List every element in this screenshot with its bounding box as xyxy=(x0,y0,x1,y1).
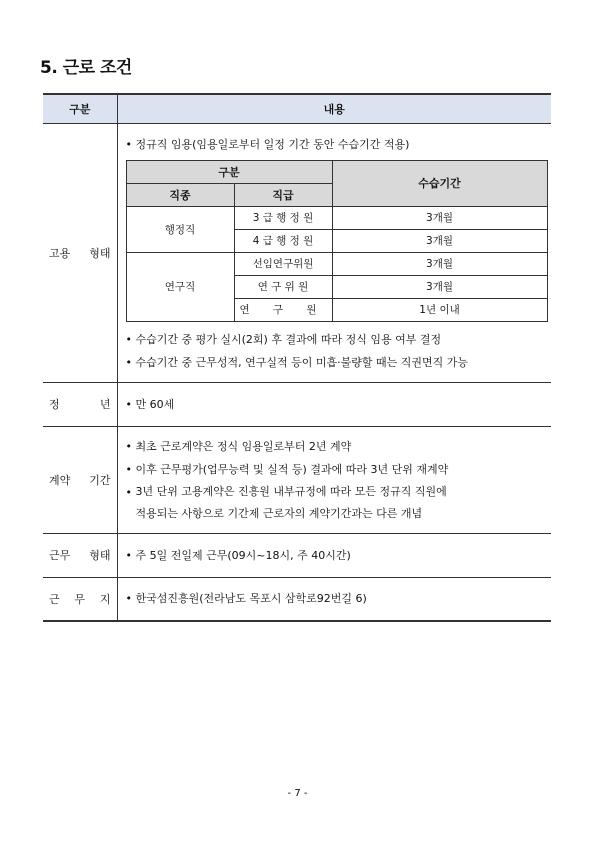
period-cell: 3개월 xyxy=(332,206,547,229)
section-title: 5. 근로 조건 xyxy=(40,58,132,78)
label-contract-period: 계약 기간 xyxy=(49,473,111,487)
working-conditions-table xyxy=(43,93,551,622)
job-type-header: 직종 xyxy=(126,183,234,206)
row-employment-type xyxy=(43,123,551,382)
period-cell: 3개월 xyxy=(332,252,547,275)
workplace-bullet-1: • 한국섬진흥원(전라남도 목포시 삼학로92번길 6) xyxy=(126,587,552,610)
job-type-research: 연구직 xyxy=(126,252,234,321)
grade-cell: 연 구 위 원 xyxy=(234,275,332,298)
period-cell: 1년 이내 xyxy=(332,298,547,321)
employment-bullets xyxy=(126,133,552,156)
employment-bullet-3: • 수습기간 중 근무성적, 연구실적 등이 미흡·불량할 때는 직권면직 가능 xyxy=(126,351,552,374)
label-retirement: 정 년 xyxy=(49,398,111,411)
label-work-type: 근무 형태 xyxy=(49,549,111,562)
table-row xyxy=(126,206,547,229)
table-row xyxy=(126,252,547,275)
grade-cell: 4 급 행 정 원 xyxy=(234,229,332,252)
retirement-bullet-1: • 만 60세 xyxy=(126,393,552,416)
label-employment-type: 고용 형태 xyxy=(49,246,111,260)
row-workplace xyxy=(43,577,551,621)
employment-bullet-1: • 정규직 임용(임용일로부터 일정 기간 동안 수습기간 적용) xyxy=(126,133,552,156)
probation-table xyxy=(126,160,548,322)
grade-cell: 3 급 행 정 원 xyxy=(234,206,332,229)
grade-cell: 선임연구위원 xyxy=(234,252,332,275)
grade-cell: 연 구 원 xyxy=(234,298,332,321)
label-workplace: 근 무 지 xyxy=(49,592,111,606)
job-type-admin: 행정직 xyxy=(126,206,234,252)
contract-bullet-2: • 이후 근무평가(업무능력 및 실적 등) 결과에 따라 3년 단위 재계약 xyxy=(126,458,552,481)
row-work-type xyxy=(43,533,551,577)
grade-header: 직급 xyxy=(234,183,332,206)
row-contract-period xyxy=(43,426,551,533)
contract-bullet-3-line-2: 적용되는 사항으로 기간제 근로자의 계약기간과는 다른 개념 xyxy=(135,506,423,520)
probation-group-header: 구분 xyxy=(126,160,332,183)
period-cell: 3개월 xyxy=(332,275,547,298)
contract-bullet-3 xyxy=(126,481,552,525)
period-cell: 3개월 xyxy=(332,229,547,252)
work-type-bullet-1: • 주 5일 전일제 근무(09시~18시, 주 40시간) xyxy=(126,544,552,567)
table-header-row xyxy=(43,94,551,123)
page-number: - 7 - xyxy=(287,788,308,799)
contract-bullet-1: • 최초 근로계약은 정식 임용일로부터 2년 계약 xyxy=(126,435,552,458)
employment-bullet-2: • 수습기간 중 평가 실시(2회) 후 결과에 따라 정식 임용 여부 결정 xyxy=(126,328,552,351)
row-retirement xyxy=(43,382,551,426)
contract-bullet-3-line-1: • 3년 단위 고용계약은 진흥원 내부규정에 따라 모든 정규직 직원에 xyxy=(135,484,447,498)
probation-period-header: 수습기간 xyxy=(332,160,547,206)
header-content: 내용 xyxy=(117,94,551,123)
header-category: 구분 xyxy=(43,94,117,123)
